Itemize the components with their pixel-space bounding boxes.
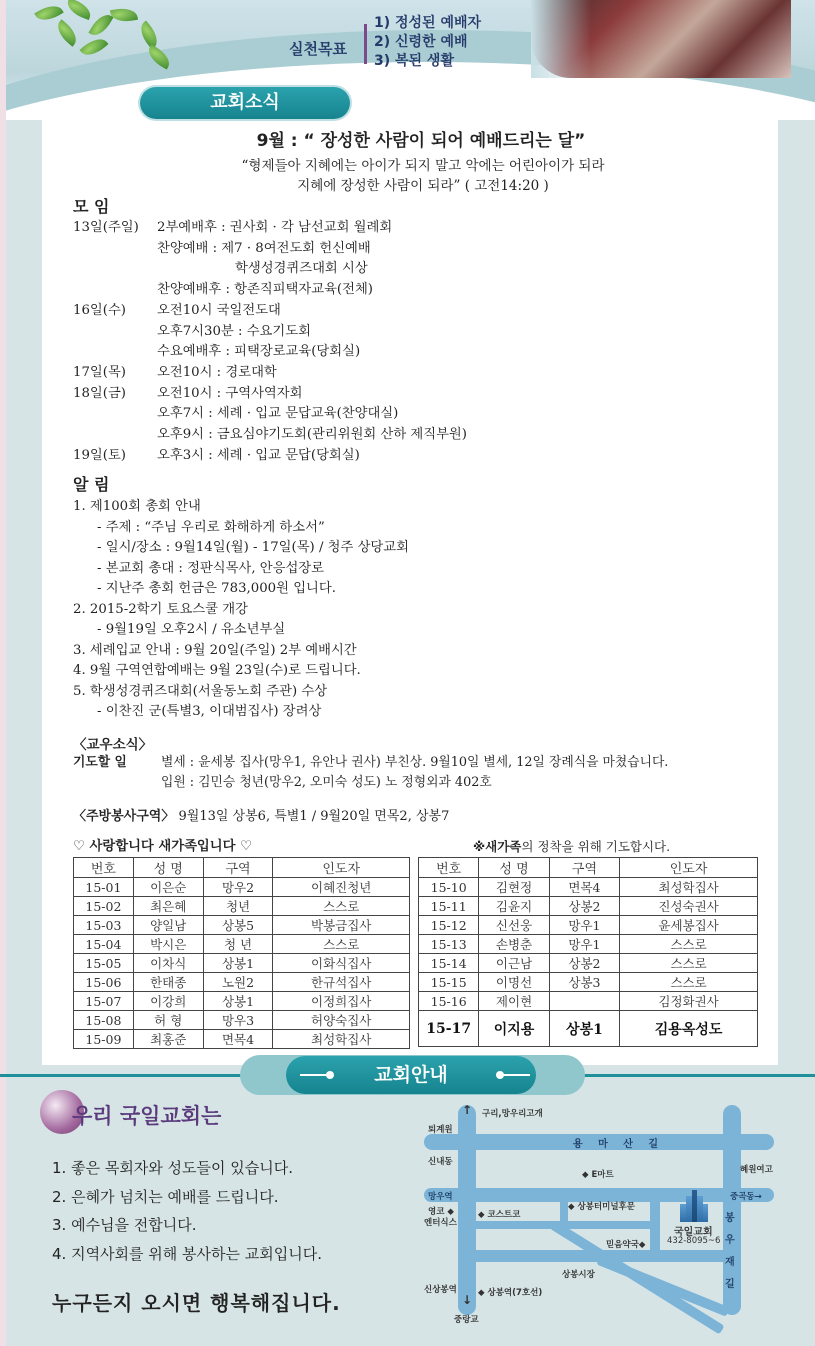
table-cell: 이차식 [133, 954, 203, 973]
schedule-day: 13일(주일) [73, 220, 139, 235]
table-header-row [74, 858, 410, 878]
leaves-icon [26, 0, 206, 70]
table-cell: 15-05 [74, 954, 134, 973]
prayer-line: 별세 : 윤세봉 집사(망우1, 유안나 권사) 부친상. 9월10일 별세, 12일 장례식을 마쳤습니다. [161, 755, 669, 770]
meetings-heading: 모 임 [73, 197, 110, 216]
table-row [419, 878, 758, 897]
table-cell: 이근남 [479, 954, 549, 973]
new-family-table-left [73, 857, 410, 1049]
column-header: 성 명 [133, 858, 203, 878]
table-cell: 손병춘 [479, 935, 549, 954]
table-cell: 15-16 [419, 992, 479, 1011]
table-cell: 제이현 [479, 992, 549, 1011]
notice-line: - 이찬진 군(특별3, 이대범집사) 장려상 [97, 704, 322, 719]
schedule-row [73, 446, 467, 467]
table-row [74, 1030, 410, 1049]
goal-item: 1) 정성된 예배자 [374, 15, 482, 31]
table-cell: 스스로 [620, 935, 758, 954]
table-row-highlight [419, 1011, 758, 1047]
prayer-label: 기도할 일 [73, 755, 127, 770]
table-cell: 김정화권사 [620, 992, 758, 1011]
notices-heading: 알 림 [73, 475, 110, 494]
location-map: 용 마 산 길 봉 우 재 길 ↑ 구리,망우리고개 퇴계원 신내동 ◆ E마트 혜원여고 망우역 중곡동→ 영코 ◆ 엔터식스 ◆ 코스트코 ◆ 상봉터미널후문 믿음약국◆ 국일교회 432-8095~6 상봉시장 신상봉역 ◆ 상봉역(7호선) ↓ 중랑교 [410, 1095, 790, 1335]
notice-line: 5. 학생성경퀴즈대회(서울동노회 주관) 수상 [73, 683, 328, 699]
table-cell: 이은순 [133, 878, 203, 897]
schedule-day [73, 239, 157, 260]
schedule-row [73, 322, 467, 343]
notice-line: - 지난주 총회 헌금은 783,000원 입니다. [97, 581, 336, 596]
header-banner [6, 0, 815, 120]
table-cell: 15-17 [419, 1011, 479, 1047]
table-cell: 15-12 [419, 916, 479, 935]
table-cell: 허 형 [133, 1011, 203, 1030]
table-cell: 허양숙집사 [273, 1011, 410, 1030]
church-intro-heading: 우리 국일교회는 [72, 1104, 222, 1128]
goal-item: 3) 복된 생활 [374, 53, 454, 69]
table-cell: 15-15 [419, 973, 479, 992]
kitchen-service [73, 805, 449, 824]
schedule-row [73, 301, 467, 322]
table-row [419, 992, 758, 1011]
table-cell: 상봉1 [203, 954, 273, 973]
table-cell: 15-07 [74, 992, 134, 1011]
schedule-day: 18일(금) [73, 385, 126, 401]
table-row [74, 973, 410, 992]
table-cell: 스스로 [273, 897, 410, 916]
table-cell: 면목4 [549, 878, 619, 897]
goal-item: 2) 신령한 예배 [374, 34, 468, 50]
meetings-schedule [73, 218, 467, 466]
table-cell: 면목4 [203, 1030, 273, 1049]
table-row [74, 916, 410, 935]
column-header: 번호 [74, 858, 134, 878]
table-cell: 노원2 [203, 973, 273, 992]
new-family-note: ※새가족의 정착을 위해 기도합시다. [473, 839, 671, 854]
intro-item: 2. 은혜가 넘치는 예배를 드립니다. [52, 1187, 279, 1206]
table-cell: 15-04 [74, 935, 134, 954]
table-cell: 스스로 [620, 954, 758, 973]
table-cell: 최은혜 [133, 897, 203, 916]
notice-line: - 주제 : “주님 우리로 화해하게 하소서” [97, 519, 325, 535]
kitchen-service-heading: 〈주방봉사구역〉 [73, 809, 175, 824]
prayer-line: 입원 : 김민승 청년(망우2, 오미숙 성도) 노 정형외과 402호 [161, 775, 492, 790]
church-phone: 432-8095~6 [667, 1236, 721, 1246]
notices-list [73, 497, 409, 723]
church-news-label: 교회소식 [140, 87, 350, 119]
schedule-text: 오후7시 : 세례 · 입교 문답교육(찬양대실) [157, 406, 399, 422]
goals-title: 실천목표 [289, 40, 347, 58]
schedule-text: 오전10시 : 경로대학 [157, 364, 277, 380]
road-name-bongujae: 봉 우 재 길 [725, 1213, 735, 1290]
notice-line: 1. 제100회 총회 안내 [73, 499, 201, 514]
table-cell: 15-01 [74, 878, 134, 897]
table-row [74, 992, 410, 1011]
table-cell: 상봉2 [549, 954, 619, 973]
table-cell: 망우1 [549, 935, 619, 954]
table-cell: 15-11 [419, 897, 479, 916]
column-header: 구역 [549, 858, 619, 878]
schedule-day [73, 425, 157, 446]
notice-line: 3. 세례입교 안내 : 9월 20일(주일) 2부 예배시간 [73, 642, 357, 658]
schedule-row [73, 259, 467, 280]
schedule-text: 오후9시 : 금요심야기도회(관리위원회 산하 제직부원) [157, 427, 467, 443]
table-cell: 15-13 [419, 935, 479, 954]
table-cell: 15-14 [419, 954, 479, 973]
column-header: 번호 [419, 858, 479, 878]
table-cell: 최성학집사 [620, 878, 758, 897]
arrow-up-icon: ↑ [462, 1103, 473, 1117]
table-cell: 이지용 [479, 1011, 549, 1047]
schedule-text: 오후3시 : 세례 · 입교 문답(당회실) [157, 447, 360, 463]
schedule-row [73, 239, 467, 260]
table-row [74, 954, 410, 973]
bible-verse: “형제들아 지혜에는 아이가 되지 말고 악에는 어린아이가 되라 지혜에 장성한 사람이 되라” ( 고전14:20 ) [241, 158, 605, 194]
table-cell: 이화식집사 [273, 954, 410, 973]
table-cell: 청년 [203, 897, 273, 916]
table-cell: 한태종 [133, 973, 203, 992]
table-cell: 윤세봉집사 [620, 916, 758, 935]
schedule-day: 17일(목) [73, 364, 126, 380]
column-header: 구역 [203, 858, 273, 878]
table-header-row [419, 858, 758, 878]
schedule-day [73, 342, 157, 363]
church-intro-list [52, 1154, 322, 1268]
schedule-day [73, 404, 157, 425]
table-cell: 이정희집사 [273, 992, 410, 1011]
table-cell: 이혜진청년 [273, 878, 410, 897]
notice-line: - 본교회 총대 : 정판식목사, 안응섭장로 [97, 560, 325, 576]
table-cell: 망우2 [203, 878, 273, 897]
schedule-text: 수요예배후 : 피택장로교육(당회실) [157, 344, 361, 360]
table-cell: 15-10 [419, 878, 479, 897]
table-cell: 15-08 [74, 1011, 134, 1030]
intro-item: 3. 예수님을 전합니다. [52, 1216, 197, 1234]
table-cell: 상봉2 [549, 897, 619, 916]
table-row [74, 878, 410, 897]
church-guide-label: 교회안내 [286, 1056, 536, 1094]
schedule-text: 오전10시 국일전도대 [157, 302, 281, 318]
column-header: 성 명 [479, 858, 549, 878]
table-cell: 양일남 [133, 916, 203, 935]
schedule-row [73, 218, 467, 239]
table-cell: 망우1 [549, 916, 619, 935]
table-row [419, 897, 758, 916]
schedule-text: 찬양예배후 : 항존직피택자교육(전체) [157, 282, 373, 298]
table-cell: 15-06 [74, 973, 134, 992]
new-family-heading: ♡ 사랑합니다 새가족입니다 ♡ [73, 839, 253, 854]
schedule-text: 찬양예배 : 제7 · 8여전도회 헌신예배 [157, 240, 371, 256]
church-map-name: 국일교회 [674, 1227, 713, 1238]
church-building-icon [680, 1190, 708, 1222]
table-row [74, 935, 410, 954]
month-theme-title: 9월 : “ 장성한 사람이 되어 예배드리는 달” [256, 131, 586, 151]
notice-line: - 9월19일 오후2시 / 유소년부실 [97, 622, 286, 637]
table-cell: 15-09 [74, 1030, 134, 1049]
left-edge-strip [0, 0, 6, 1346]
table-cell: 김현정 [479, 878, 549, 897]
schedule-day [73, 322, 157, 343]
schedule-row [73, 384, 467, 405]
notice-line: 2. 2015-2학기 토요스쿨 개강 [73, 601, 248, 617]
schedule-day [73, 280, 157, 301]
schedule-day: 19일(토) [73, 447, 126, 463]
intro-item: 1. 좋은 목회자와 성도들이 있습니다. [52, 1159, 294, 1177]
members-news-heading: 〈교우소식〉 [73, 737, 153, 753]
arrow-down-icon: ↓ [462, 1293, 473, 1307]
notice-line: - 일시/장소 : 9월14일(월) - 17일(목) / 청주 상당교회 [97, 540, 409, 555]
table-cell: 박봉금집사 [273, 916, 410, 935]
schedule-text: 학생성경퀴즈대회 시상 [235, 261, 368, 277]
table-cell: 청 년 [203, 935, 273, 954]
table-cell: 한규석집사 [273, 973, 410, 992]
table-cell: 박시은 [133, 935, 203, 954]
prayer-requests [73, 753, 668, 793]
table-row [419, 916, 758, 935]
schedule-text: 오전10시 : 구역사역자회 [157, 385, 303, 401]
schedule-text: 2부예배후 : 권사회 · 각 남선교회 월례회 [157, 220, 393, 235]
table-row [419, 935, 758, 954]
table-cell: 스스로 [273, 935, 410, 954]
table-row [74, 1011, 410, 1030]
table-cell: 15-02 [74, 897, 134, 916]
schedule-day: 16일(수) [73, 302, 126, 318]
notice-line: 4. 9월 구역연합예배는 9월 23일(수)로 드립니다. [73, 663, 361, 678]
road-name-yongmasan: 용 마 산 길 [573, 1139, 665, 1150]
intro-item: 4. 지역사회를 위해 봉사하는 교회입니다. [52, 1244, 322, 1263]
table-cell: 스스로 [620, 973, 758, 992]
goals-divider [364, 24, 367, 64]
schedule-row [73, 342, 467, 363]
kitchen-service-text: 9월13일 상봉6, 특별1 / 9월20일 면목2, 상봉7 [178, 809, 450, 824]
table-cell: 상봉5 [203, 916, 273, 935]
column-header: 인도자 [620, 858, 758, 878]
schedule-row [73, 280, 467, 301]
table-cell: 상봉3 [549, 973, 619, 992]
schedule-row [73, 363, 467, 384]
table-cell: 김용옥성도 [620, 1011, 758, 1047]
schedule-day [73, 259, 157, 280]
church-slogan: 누구든지 오시면 행복해집니다. [52, 1291, 341, 1315]
goals-list [374, 14, 481, 71]
arrow-right-icon: → [754, 1192, 762, 1202]
schedule-row [73, 404, 467, 425]
table-cell: 이명선 [479, 973, 549, 992]
table-cell: 망우3 [203, 1011, 273, 1030]
table-cell: 김윤지 [479, 897, 549, 916]
column-header: 인도자 [273, 858, 410, 878]
schedule-text: 오후7시30분 : 수요기도회 [157, 323, 311, 339]
table-cell: 최성학집사 [273, 1030, 410, 1049]
table-cell [549, 992, 619, 1011]
table-cell: 이강희 [133, 992, 203, 1011]
junggok-label: 중곡동→ [730, 1192, 762, 1202]
table-cell: 상봉1 [549, 1011, 619, 1047]
table-cell: 신선웅 [479, 916, 549, 935]
table-cell: 상봉1 [203, 992, 273, 1011]
table-cell: 15-03 [74, 916, 134, 935]
table-row [74, 897, 410, 916]
schedule-row [73, 425, 467, 446]
table-row [419, 954, 758, 973]
new-family-table-right [418, 857, 758, 1047]
table-cell: 진성숙권사 [620, 897, 758, 916]
table-cell: 최홍준 [133, 1030, 203, 1049]
table-row [419, 973, 758, 992]
